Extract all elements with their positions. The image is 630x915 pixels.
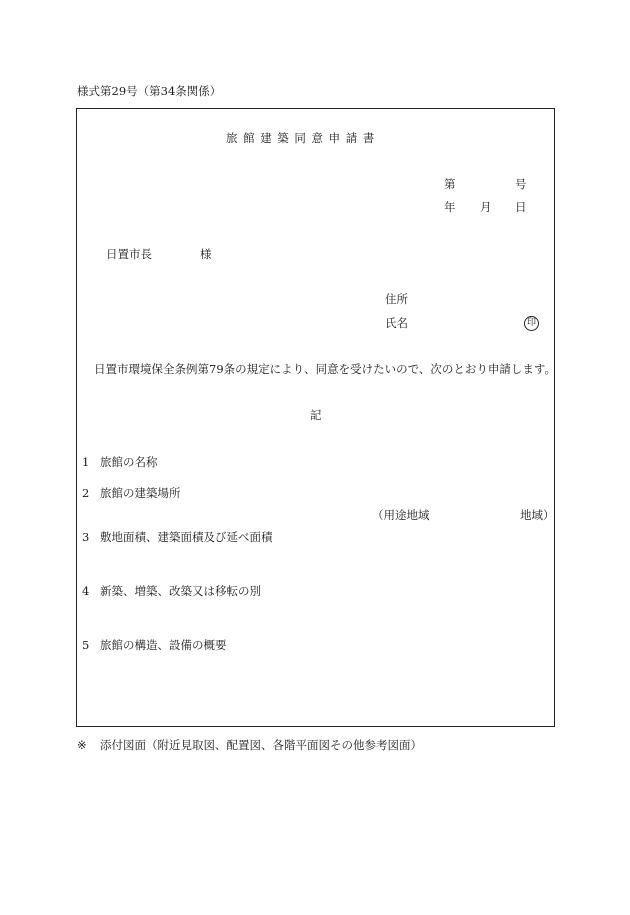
address-label: 住所 [385,292,408,306]
item-number: 5 [82,638,90,652]
item-label-floor-areas: 敷地面積、建築面積及び延べ面積 [100,530,273,544]
usage-zone-open: （用途地域 [372,508,430,522]
form-number: 様式第29号（第34条関係） [77,84,222,98]
date-day-label: 日 [515,200,527,214]
item-label-construction-site: 旅館の建築場所 [100,486,181,500]
ki-heading: 記 [310,408,322,422]
document-title: 旅館建築同意申請書 [226,131,380,145]
item-label-facility-name: 旅館の名称 [100,455,158,469]
honorific: 様 [200,247,212,261]
attachment-note: 添付図面（附近見取図、配置図、各階平面図その他参考図面） [100,738,422,752]
date-year-label: 年 [444,200,456,214]
item-number: 3 [82,530,90,544]
number-prefix: 第 [444,177,456,191]
item-number: 2 [82,486,90,500]
item-label-construction-type: 新築、増築、改築又は移転の別 [100,584,261,598]
usage-zone-close: 地域） [520,508,555,522]
seal-icon: 印 [524,316,539,331]
number-suffix: 号 [515,177,527,191]
item-number: 4 [82,584,90,598]
item-label-structure-overview: 旅館の構造、設備の概要 [100,638,227,652]
addressee: 日置市長 [106,247,152,261]
date-month-label: 月 [480,200,492,214]
name-label: 氏名 [385,316,408,330]
item-number: 1 [82,455,90,469]
request-statement: 日置市環境保全条例第79条の規定により、同意を受けたいので、次のとおり申請します。 [94,362,556,376]
note-mark: ※ [77,738,87,752]
